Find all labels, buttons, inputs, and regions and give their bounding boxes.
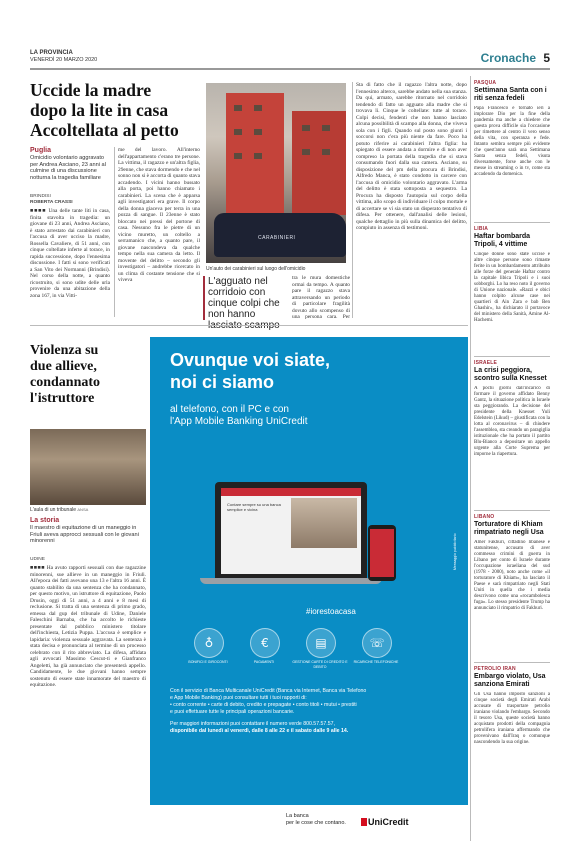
second-headline-line: condannato — [30, 375, 101, 390]
brief-divider — [474, 510, 550, 511]
ad-body-line: e App Mobile Banking) puoi consultare tutti i tuoi rapporti di: — [170, 695, 307, 701]
ad-hashtag: #iorestoacasa — [306, 607, 356, 616]
phone-topup-icon: ☏ — [362, 628, 392, 658]
section-divider — [30, 325, 468, 326]
ad-title-line1: Ovunque voi siate, — [170, 350, 331, 370]
brief-divider — [474, 662, 550, 663]
brief-body: Papa Francesco è tornato ieri a implorare Dio per la fine della pandemia ma anche a chiedere che questa prova difficile sia l'occasione per rimettere al centro il vero senso della vita, con speranza e fede. Intanto sembra sempre più evidente che quest'anno sarà una Settimana Santa senza fedeli, visuta diversamente, forse anche con le messe in streaming o in tv, come sta accadendo da domenica. — [474, 106, 550, 177]
column-rule — [114, 147, 115, 317]
lead-summary: Omicidio volontario aggravato per Andrea Asciano, 23 anni al culmine di una discussione notturna la tragedia familiare — [30, 155, 106, 181]
icon-label: PAGAMENTI — [253, 660, 275, 664]
ad-contact-hours: disponibile dal lunedì al venerdì, dalle 8 alle 22 e il sabato dalle 9 alle 14. — [170, 728, 349, 734]
ad-body-line: • conto corrente • carte di debito, credito e prepagate • conto titoli • mutui • prestiti — [170, 702, 357, 708]
brief-divider — [474, 356, 550, 357]
unicredit-brand: UniCredit — [368, 817, 409, 827]
car-label: CARABINIERI — [258, 235, 296, 241]
pull-quote: L'agguato nel corridoio con cinque colpi che non hanno — [208, 276, 280, 320]
lead-body-col3: tra le mura domestiche ormai da tempo. A quanto pare il ragazzo stava attraversando un periodo di particolare fragilità dovuto allo scompenso di una persona cara. Per — [292, 275, 350, 320]
brief-title: Haftar bombarda Tripoli, 4 vittime — [474, 233, 531, 248]
brief-title: Settimana Santa con i riti senza fedeli — [474, 87, 547, 102]
lead-headline-line: dopo la lite in casa — [30, 100, 169, 120]
column-rule — [352, 82, 353, 318]
ad-subtitle-line: l'App Mobile Banking UniCredit — [170, 416, 308, 427]
lead-author: ROBERTA CRASSI — [30, 200, 73, 205]
column-rule — [470, 76, 471, 841]
lead-photo — [206, 83, 346, 263]
second-body: ■■■■ Ha avuto rapporti sessuali con due ragazzine minorenni, sue allieve in un maneggio in Friuli. All'epoca dei fatti avevano una 13 e l'altra 16 anni. È quanto stabilito da una sentenza che ha condannato, per questo motivo, un istruttore di equitazione, Paolo Drusin, oggi di 51 anni, a 4 anni e 8 mesi di reclusione. Si tratta di una sentenza di primo grado, emessa dal gup del tribunale di Udine, Daniele Faleschini Barnaba, che ha accolto le richieste presentate dal pubblico ministero titolare dell'inchiesta, Letizia Puppa. L'accusa è semplice e lapidaria: violenza sessuale aggravata. La sentenza è stata decisa e pronunciata al termine di un processo celebrato con il rito abbreviato. La difesa, affidata agli avvocati Massimo Cescut-ti e Gianfranco Angeletti, ha già annunciato che presenterà appello. Candidamente, le due giovani hanno sempre sostenuto di essere state innamorate del maestro di equitazione. — [30, 565, 146, 688]
transfer-icon: ♁ — [194, 628, 224, 658]
lead-headline-line: Uccide la madre — [30, 80, 152, 100]
paper-name: LA PROVINCIA — [30, 50, 73, 56]
second-photo-credit: ANSA — [77, 507, 89, 512]
ad-subtitle — [170, 404, 308, 428]
second-place: UDINE — [30, 557, 45, 562]
brief-kicker: ISRAELE — [474, 360, 498, 366]
brief-kicker: LIBIA — [474, 226, 489, 232]
laptop-screen — [221, 488, 361, 574]
issue-date: VENERDÌ 20 MARZO 2020 — [30, 57, 98, 63]
second-headline — [30, 343, 148, 407]
lead-photo-caption: Un'auto dei carabinieri sul luogo dell'omicidio — [206, 266, 306, 272]
ad-subtitle-line: al telefono, con il PC e con — [170, 404, 289, 415]
ad-slogan-line: La banca — [286, 813, 309, 819]
phone-screen — [370, 529, 394, 577]
brief-title: La crisi peggiora, scontro sulla Knesset — [474, 367, 547, 382]
ad-body-line: Con il servizio di Banca Multicanale UniCredit (Banca via Internet, Banca via Telefono — [170, 688, 367, 694]
laptop-screen-text: Contare sempre su una banca semplice e vicina — [227, 502, 281, 512]
second-summary: Il maestro di equitazione di un maneggio in Friuli aveva approcci sessuali con le giovani minorenni — [30, 525, 139, 545]
brief-kicker: PASQUA — [474, 80, 497, 86]
brief-body: Amer Fakhuri, cittadino libanese e statunitense, accusato di aver commesso crimini di guerra in Libano per conto di Israele durante l'occupazione israeliana del sud (1978 - 2000), noto anche come «il torturatore di Khiam», ha lasciato il Paese e sarà rimpatriato negli Stati Uniti in quella che i media descrivono come una «rocambolesca fuga». Lo stesso presidente Trump ha annunciato il rimpatrio di Fakhuri. — [474, 540, 550, 611]
icon-label: BONIFICI E GIROCONTI — [188, 660, 228, 664]
brief-kicker: PETROLIO IRAN — [474, 666, 516, 672]
lead-byline — [30, 194, 110, 206]
card-icon: ▤ — [306, 628, 336, 658]
brief-body: Gli Usa hanno imposto sanzioni a cinque società degli Emirati Arabi accusate di trasportare petrolio iraniano violando l'embargo. Secondo il tesoro Usa, queste società hanno acquistato prodotti della compagnia petrolifera iraniana affermando che provenivano dall'Iraq o comunque nascondendo la sua origine. — [474, 692, 550, 745]
laptop-base — [200, 578, 382, 584]
second-photo-caption — [30, 507, 88, 513]
second-headline-line: due allieve, — [30, 359, 97, 374]
lead-headline — [30, 80, 205, 140]
ad-slogan-line: per le cose che contano. — [286, 819, 346, 826]
brief-divider — [474, 222, 550, 223]
second-headline-line: l'istruttore — [30, 391, 95, 406]
lead-place: BRINDISI — [30, 194, 51, 199]
second-caption-text: L'aula di un tribunale — [30, 507, 76, 513]
brief-body: A pochi giorni dall'incarico di formare il governo affidato Benny Gantz, la situazione politica in Israele sta peggiorando. La decisione del presidente della Knesset Yuli Edelstein (Likud) – giustificata con la lotta al coronavirus – di chiudere l'assemblea, sta creando un paragiglia istituzionale che ha portato il partito Blu-Bianco a depositare un appello urgente alla Corte Suprema per imporne la riapertura. — [474, 386, 550, 457]
ad-slogan — [286, 813, 346, 826]
brief-body: Cinque donne sono state uccise e altre cinque persone sono rimaste ferite in un bombardamento attribuito alle forze del generale Haftar contro la capitale libica Tripoli e i suoi sobborghi. Lo ha reso noto il governo di Unione nazionale. «Razzi e obici hanno colpito alcune case nei quartieri di Ain Zara e bab Ben Ghashir», ha dichiarato il portavoce del ministero della Sanità, Amine Al-Hachemi. — [474, 252, 550, 323]
lead-body-col1: ■■■■ Una delle tante liti in casa, finita stavolta in tragedia: un giovane di 23 anni, Andrea Asciano, è stato arrestato dai carabinieri con l'accusa di aver ucciso la madre, Rossella Cavaliere, di 51 anni, con cinque coltellate inferte al torace, in rapida successione, dopo l'ennesima discussione. I fatti si sono verificati a San Vito dei Normanni (Brindisi). Nel corso della notte, a quanto ricostruito, si sono udite delle urla provenire da una abitazione della zona 167, in via Vitti- — [30, 208, 110, 299]
second-headline-line: Violenza su — [30, 343, 99, 358]
payments-icon: € — [250, 628, 280, 658]
ad-body-line: e puoi effettuare tutte le principali operazioni bancarie. — [170, 709, 295, 715]
header-rule — [30, 68, 550, 70]
ad-body-text — [170, 688, 460, 735]
quote-bar — [203, 276, 205, 320]
lead-kicker: Puglia — [30, 147, 52, 154]
section-name: Cronache — [480, 51, 536, 65]
icon-label: GESTIONE CARTE DI CREDITO E DEBITO — [292, 660, 348, 669]
icon-label: RICARICHE TELEFONICHE — [353, 660, 399, 664]
brief-title: Torturatore di Khiam rimpatriato negli Usa — [474, 521, 544, 536]
lead-headline-line: Accoltellata al petto — [30, 120, 179, 140]
lead-body-col2: me del lavoro. All'interno dell'appartamento c'erano tre persone. La vittima, il ragazzo e un'altra figlia, 29enne, che stava dormendo e che nel sonno non si è accorta di quanto stava accadendo. I vicini hanno bussato alla porta, poi hanno chiamato i carabinieri. La scena che è apparsa agli investigatori era grave. Il corpo della donna giaceva per terra in una pozza di sangue. Il 23enne è stato bloccato nei pressi del portone di casa. Nessuno fra le pietre di un vicino muretto, un coltello a serramanico che, a quanto pare, il giovane nascondeva da qualche tempo nella sua camera da letto. Il movente del delitto – secondo gli investigatori – andrebbe ricercato in un clima di costante tensione che si viveva — [118, 147, 200, 283]
lead-body-col4: Sta di fatto che il ragazzo l'altra notte, dopo l'ennesimo alterco, sarebbe andato nella sua stanza. Da qui, armato, sarebbe ritornato nel corridoio tendendo di fatto un agguato alla madre che si trovava lì. Cinque le coltellate: tutte al torace. Colpi decisi, fendenti che non hanno lasciato alcuna possibilità di scampo alla donna, che viveva sola con i figli. Quando sul posto sono giunti i soccorsi non c'era più niente da fare. Poco ha potuto riferire ai carabinieri l'altra figlia: ha spiegato di essere andata a dormire e di non aver compreso la portata della tragedia che si stava consumando fuori dalla sua camera. Asciano, su disposizione del pm della procura di Brindisi, Alfredo Manca, è stato condotto in carcere con l'accusa di omicidio volontario aggravato. L'arma del delitto è stata sottoposta a sequestro. La Procura ha disposto l'autopsia sul corpo della vittima, allo scopo di individuare il colpo mortale e di accertare se vi sia stato un disperato tentativo di difesa. Per ottenere, dall'analisi delle lesioni, qualche dettaglio in più sulla dinamica del delitto, compiuto in assenza di testimoni. — [356, 82, 467, 231]
brief-title: Embargo violato, Usa sanziona Emirati — [474, 673, 546, 688]
ad-disclaimer: Messaggio pubblicitario — [453, 533, 457, 570]
masthead — [30, 50, 97, 64]
ad-contact-line: Per maggiori informazioni puoi contattare il numero verde 800.57.57.57, — [170, 721, 335, 727]
ad-title-line2: noi ci siamo — [170, 372, 275, 392]
unicredit-logo-icon — [361, 818, 367, 826]
second-kicker: La storia — [30, 517, 60, 524]
second-photo — [30, 429, 146, 505]
brief-kicker: LIBANO — [474, 514, 495, 520]
page-number: 5 — [543, 51, 550, 65]
